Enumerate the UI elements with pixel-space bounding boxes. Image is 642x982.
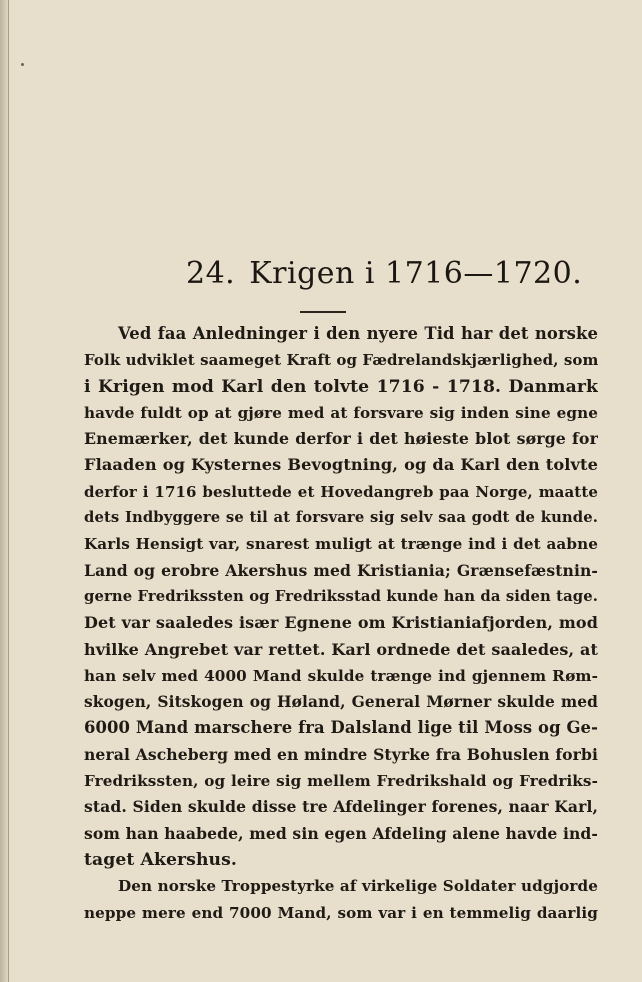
- text-line: 6000 Mand marschere fra Dalsland lige til Moss og Ge-: [84, 718, 598, 738]
- heading-rule: [300, 311, 346, 313]
- text-line: Det var saaledes især Egnene om Kristianiafjorden, mod: [84, 613, 598, 633]
- text-line: Ved faa Anledninger i den nyere Tid har det norske: [118, 324, 598, 343]
- text-line: Flaaden og Kysternes Bevogtning, og da Karl den tolvte: [84, 455, 598, 475]
- text-line: hvilke Angrebet var rettet. Karl ordnede det saaledes, at: [84, 639, 598, 659]
- text-line: taget Akershus.: [84, 849, 238, 870]
- text-line: han selv med 4000 Mand skulde trænge ind gjennem Røm-: [84, 666, 598, 685]
- text-line: som han haabede, med sin egen Afdeling alene havde ind-: [84, 823, 598, 843]
- page-spine: [8, 0, 9, 982]
- text-line: neral Ascheberg med en mindre Styrke fra Bohuslen forbi: [84, 744, 598, 764]
- text-line: dets Indbyggere se til at forsvare sig selv saa godt de kunde.: [84, 509, 598, 527]
- chapter-number: 24.: [186, 256, 236, 291]
- text-line: Fredrikssten, og leire sig mellem Fredrikshald og Fredriks-: [84, 772, 598, 791]
- chapter-heading: [186, 256, 583, 292]
- text-line: Land og erobre Akershus med Kristiania; Grænsefæstnin-: [84, 560, 598, 580]
- text-line: neppe mere end 7000 Mand, som var i en temmelig daarlig: [84, 903, 598, 922]
- text-line: havde fuldt op at gjøre med at forsvare sig inden sine egne: [84, 403, 598, 422]
- page-mark: [21, 63, 24, 66]
- text-line: skogen, Sitskogen og Høland, General Mørner skulde med: [84, 693, 598, 712]
- text-line: Folk udviklet saameget Kraft og Fædrelandskjærlighed, som: [84, 351, 598, 370]
- text-line: Enemærker, det kunde derfor i det høieste blot sørge for: [84, 429, 598, 449]
- text-line: i Krigen mod Karl den tolvte 1716 - 1718. Danmark: [84, 376, 598, 397]
- text-line: Den norske Troppestyrke af virkelige Soldater udgjorde: [118, 877, 598, 896]
- body-text: [84, 321, 598, 926]
- text-line: gerne Fredrikssten og Fredriksstad kunde han da siden tage.: [84, 587, 598, 605]
- text-line: Karls Hensigt var, snarest muligt at trænge ind i det aabne: [84, 535, 598, 554]
- text-line: stad. Siden skulde disse tre Afdelinger forenes, naar Karl,: [84, 797, 598, 817]
- text-line: derfor i 1716 besluttede et Hovedangreb paa Norge, maatte: [84, 482, 598, 501]
- chapter-title: Krigen i 1716—1720.: [249, 256, 583, 291]
